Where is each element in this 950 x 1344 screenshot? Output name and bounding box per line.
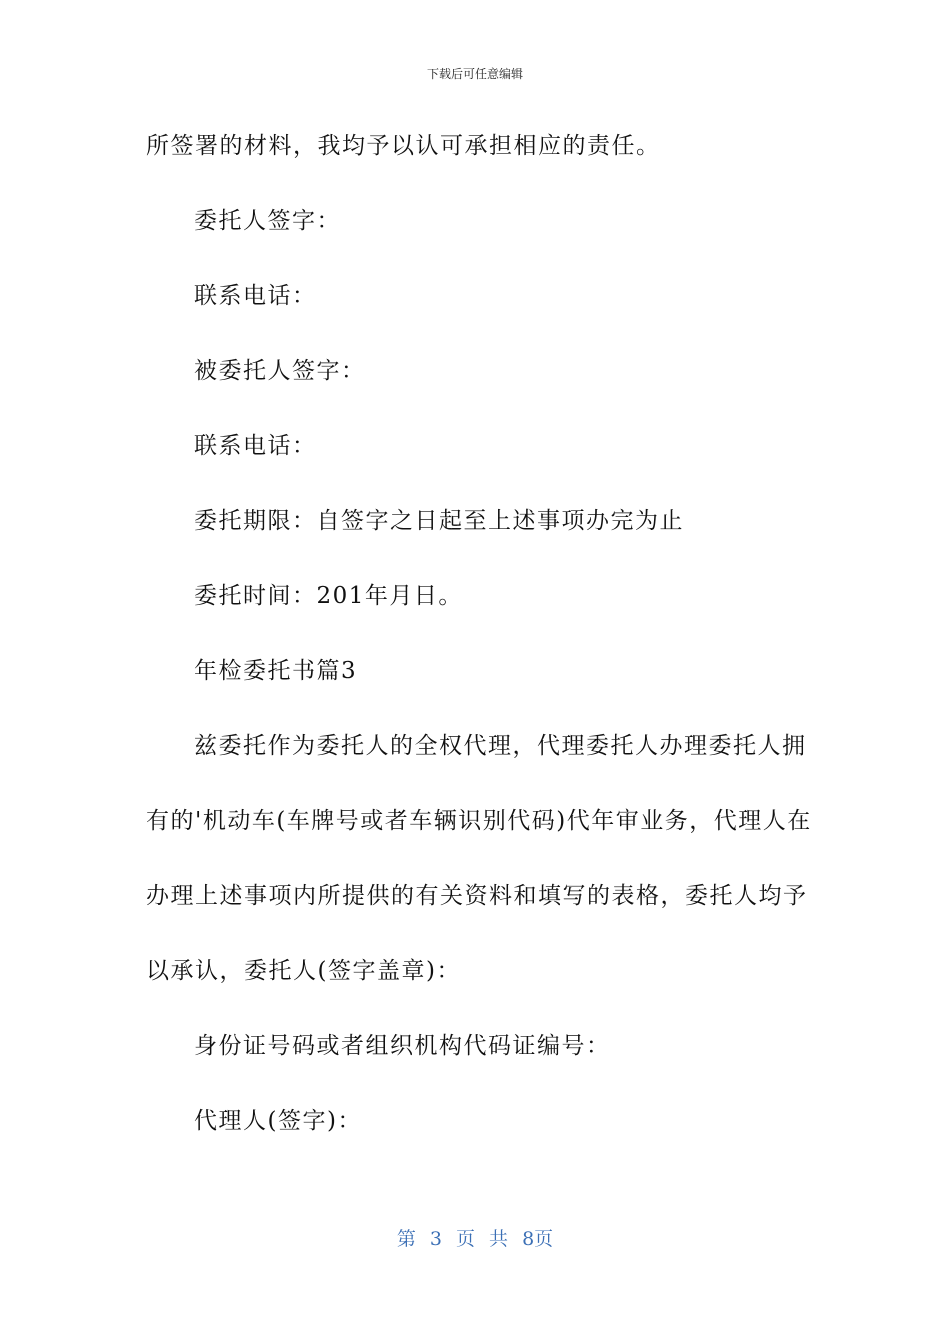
body-line: 办理上述事项内所提供的有关资料和填写的表格，委托人均予 — [146, 883, 808, 909]
body-line: 联系电话： — [194, 283, 317, 309]
body-line: 委托时间：201年月日。 — [194, 583, 463, 609]
body-line: 以承认，委托人(签字盖章)： — [146, 958, 461, 984]
body-line: 委托期限：自签字之日起至上述事项办完为止 — [194, 508, 684, 534]
document-body — [146, 128, 816, 1178]
page-number-footer: 第 3 页 共 8页 — [396, 1228, 554, 1250]
body-line: 有的'机动车(车牌号或者车辆识别代码)代年审业务，代理人在 — [146, 808, 812, 834]
body-line: 身份证号码或者组织机构代码证编号： — [194, 1033, 611, 1059]
section-heading: 年检委托书篇3 — [194, 658, 358, 684]
body-line: 兹委托作为委托人的全权代理，代理委托人办理委托人拥 — [194, 733, 807, 759]
body-line: 被委托人签字： — [194, 358, 366, 384]
body-line: 代理人(签字)： — [194, 1108, 362, 1134]
body-line: 委托人签字： — [194, 208, 341, 234]
body-line: 所签署的材料，我均予以认可承担相应的责任。 — [146, 133, 661, 159]
body-line: 联系电话： — [194, 433, 317, 459]
page-header-note: 下载后可任意编辑 — [426, 67, 523, 81]
